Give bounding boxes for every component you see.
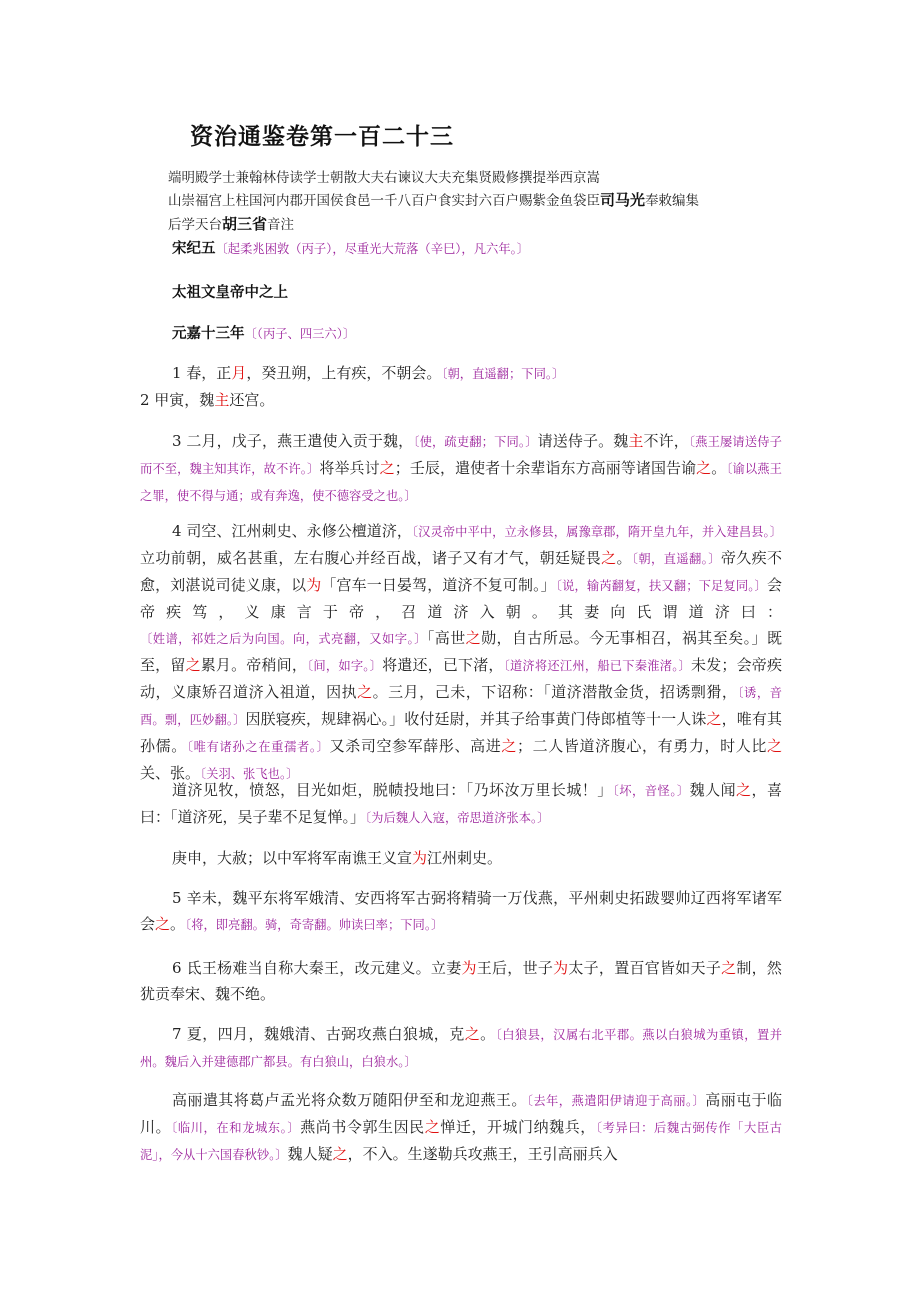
commentary-note: 〔谕以燕王之罪，使不得与通；或有奔逸，使不德容受之也。〕 (140, 462, 782, 503)
byline-text: 端明殿学士兼翰林侍读学士朝散大夫右谏议大夫充集贤殿修撰提举西京嵩 (168, 170, 600, 186)
body-text: 燕尚书令郭生因民 (300, 1118, 425, 1136)
commentary-note: 〔临川，在和龙城东。〕 (171, 1121, 301, 1135)
body-text: 将举兵讨 (319, 459, 380, 477)
body-text: 立功前朝，威名甚重，左右腹心并经百战，诸子又有才气，朝廷疑畏 (140, 549, 602, 567)
body-text: 。 (480, 1025, 496, 1043)
highlighted-char: 之 (736, 781, 752, 799)
highlighted-char: 之 (696, 459, 712, 477)
body-text: 「宫车一日晏驾，道济不复可制。」 (321, 576, 556, 594)
body-text: 。 (616, 549, 632, 567)
body-text: 。 (711, 459, 727, 477)
body-text: 4 司空、江州刺史、永修公檀道济， (172, 522, 412, 540)
highlighted-char: 之 (185, 656, 201, 674)
body-text: 高丽屯于临川。 (140, 1091, 782, 1136)
commentary-note: 〔朝，直遥翻。〕 (631, 552, 721, 566)
highlighted-char: 之 (501, 737, 518, 755)
dynasty-title: 宋纪五 (172, 241, 216, 257)
body-text: 魏人疑 (287, 1145, 333, 1163)
highlighted-char: 之 (721, 959, 737, 977)
era-heading (172, 322, 355, 343)
body-text: 因朕寝疾，规肆祸心。」收付廷尉，并其子给事黄门侍郎植等十一人诛 (245, 710, 707, 728)
body-text: 又杀司空参军薛彤、高进 (329, 737, 502, 755)
highlighted-char: 之 (424, 1118, 441, 1136)
paragraph (140, 1021, 782, 1075)
body-text: 未发；会帝疾动，义康矫召道济入祖道，因执 (140, 656, 782, 701)
commentary-note: 〔诱，音酉。剽，匹妙翻。〕 (140, 686, 782, 727)
byline-line-2 (168, 189, 699, 210)
body-text: 「高世 (426, 629, 466, 647)
era-note: 〔（丙子、四三六）〕 (244, 327, 356, 341)
body-text: ；二人皆道济腹心，有勇力，时人比 (517, 737, 767, 755)
paragraph (140, 845, 782, 871)
body-text: 王后，世子 (476, 959, 554, 977)
body-text: ，不入。生遂勒兵攻燕王，王引高丽兵入 (347, 1145, 618, 1163)
commentary-note: 〔唯有诸孙之在重孺者。〕 (186, 740, 330, 754)
paragraph (140, 518, 782, 787)
body-text: 关、张。 (140, 764, 201, 782)
commentary-note: 〔白狼县，汉属右北平郡。燕以白狼城为重镇，置并州。魏后入并建德郡广都县。有白狼山，白狼水。〕 (140, 1028, 782, 1069)
commentary-note: 〔朝，直遥翻；下同。〕 (441, 367, 565, 381)
body-text: 请送侍子。魏 (537, 432, 629, 450)
body-text: ，唯有其孙儒。 (140, 710, 782, 755)
commentary-note: 〔说，输芮翻复，扶又翻；下足复同。〕 (555, 579, 767, 593)
body-text: 2 甲寅，魏 (140, 391, 215, 409)
body-text: 制，然犹贡奉宋、魏不绝。 (140, 959, 782, 1003)
body-text: 惮迁，开城门纳魏兵， (440, 1118, 596, 1136)
commentary-note: 〔姓谱，祁姓之后为向国。向，式亮翻，又如字。〕 (140, 632, 427, 646)
highlighted-char: 主 (628, 432, 644, 450)
annotator-name: 胡三省 (222, 215, 268, 233)
byline-text: 奉敕编集 (645, 193, 700, 209)
paragraph (140, 955, 782, 1007)
commentary-note: 〔使，疏吏翻；下同。〕 (413, 435, 538, 449)
commentary-note: 〔关羽、张飞也。〕 (200, 767, 299, 781)
commentary-note: 〔考异曰：后魏古弼传作「大臣古泥」，今从十六国春秋钞。〕 (140, 1121, 782, 1162)
body-text: 不许， (643, 432, 689, 450)
highlighted-char: 月 (231, 364, 247, 382)
byline-text: 后学天台 (168, 217, 222, 233)
highlighted-char: 之 (601, 549, 617, 567)
body-text: 累月。帝稍间， (200, 656, 308, 674)
body-text: ；壬辰，遣使者十余辈诣东方高丽等诸国告谕 (394, 459, 697, 477)
commentary-note: 〔为后魏人入寇，帝思道济张本。〕 (365, 811, 550, 825)
commentary-note: 〔道济将还江州，船已下秦淮渚。〕 (503, 659, 692, 673)
highlighted-char: 为 (461, 959, 477, 977)
body-text: 7 夏，四月，魏娥清、古弼攻燕白狼城，克 (172, 1025, 465, 1043)
highlighted-char: 之 (332, 1145, 348, 1163)
body-text: 6 氐王杨难当自称大秦王，改元建义。立妻 (172, 959, 462, 977)
commentary-note: 〔将，即亮翻。骑，奇寄翻。帅读曰率；下同。〕 (185, 918, 444, 932)
paragraph (140, 777, 782, 831)
body-text: 会帝疾笃，义康言于帝，召道济入朝。其妻向氏谓道济曰： (140, 576, 782, 621)
commentary-note: 〔汉灵帝中平中，立永修县，属豫章郡，隋开皇九年，并入建昌县。〕 (411, 525, 782, 539)
body-text: 江州刺史。 (427, 849, 503, 867)
volume-title: 资治通鉴卷第一百二十三 (190, 124, 454, 150)
highlighted-char: 主 (214, 391, 230, 409)
body-text: 魏人闻 (689, 781, 737, 799)
body-text: 太子，置百官皆如天子 (568, 959, 722, 977)
era-title: 元嘉十三年 (172, 326, 245, 342)
dynasty-note: 〔起柔兆困敦（丙子），尽重光大荒落（辛巳），凡六年。〕 (215, 242, 530, 256)
commentary-note: 〔燕王屡请送侍子而不至，魏主知其诈，故不许。〕 (140, 435, 782, 476)
paragraph (140, 1087, 782, 1168)
body-text: 还宫。 (229, 391, 275, 409)
paragraph (140, 885, 782, 938)
highlighted-char: 之 (155, 915, 171, 933)
highlighted-char: 之 (706, 710, 722, 728)
body-text: 帝久疾不愈，刘湛说司徒义康，以 (140, 549, 782, 594)
commentary-note: 〔间，如字。〕 (307, 659, 383, 673)
highlighted-char: 为 (553, 959, 569, 977)
highlighted-char: 为 (306, 576, 322, 594)
body-text: 5 辛未，魏平东将军娥清、安西将军古弼将精骑一万伐燕，平州刺史拓跋婴帅辽西将军诸军会 (140, 889, 782, 933)
body-text: 庚申，大赦；以中军将军南谯王义宣 (172, 849, 413, 867)
body-text: 高丽遣其将葛卢孟光将众数万随阳伊至和龙迎燕王。 (172, 1091, 527, 1109)
commentary-note: 〔坏，音怪。〕 (612, 784, 690, 798)
body-text: 1 春，正 (172, 364, 232, 382)
body-text: 3 二月，戊子，燕王遣使入贡于魏， (172, 432, 414, 450)
commentary-note: 〔去年，燕遣阳伊请迎于高丽。〕 (526, 1094, 706, 1108)
byline-line-1 (168, 166, 600, 186)
body-text: 道济见牧，愤怒，目光如炬，脱帻投地曰：「乃坏汝万里长城！」 (172, 781, 613, 799)
body-text: 。 (170, 915, 186, 933)
byline-text: 山崇福宫上柱国河内郡开国侯食邑一千八百户食实封六百户赐紫金鱼袋臣 (168, 193, 600, 209)
highlighted-char: 之 (464, 1025, 481, 1043)
body-text: 。三月，己未，下诏称：「道济潜散金货，招诱剽猾， (372, 683, 738, 701)
body-text: ，癸丑朔，上有疾，不朝会。 (246, 364, 442, 382)
body-text: 勋，自古所忌。今无事相召，祸其至矣。」既至，留 (140, 629, 782, 674)
byline-line-3 (168, 213, 294, 234)
highlighted-char: 之 (357, 683, 373, 701)
dynasty-heading (172, 237, 529, 258)
body-text: 将遣还，已下渚， (382, 656, 504, 674)
highlighted-char: 之 (465, 629, 482, 647)
author-name: 司马光 (600, 191, 646, 209)
paragraph (140, 428, 782, 509)
highlighted-char: 之 (766, 737, 782, 755)
emperor-heading: 太祖文皇帝中之上 (172, 285, 288, 301)
paragraph (140, 360, 782, 413)
body-text: ，喜曰：「道济死，吴子辈不足复惮。」 (140, 781, 782, 826)
highlighted-char: 之 (379, 459, 395, 477)
byline-text: 音注 (267, 217, 295, 233)
highlighted-char: 为 (412, 849, 428, 867)
